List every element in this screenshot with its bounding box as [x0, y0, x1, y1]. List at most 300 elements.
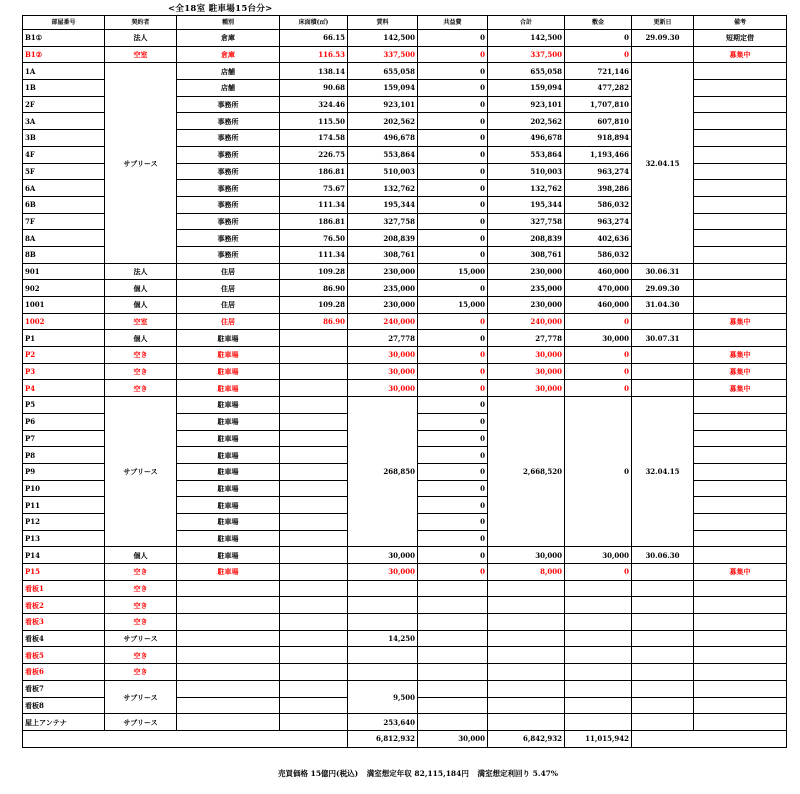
deposit-cell: 0	[565, 30, 632, 47]
room-cell: 1001	[23, 297, 105, 314]
total-deposit: 11,015,942	[565, 730, 632, 747]
remarks-cell	[694, 196, 787, 213]
deposit-cell: 0	[565, 46, 632, 63]
rent-cell: 337,500	[348, 46, 418, 63]
area-cell	[280, 497, 348, 514]
type-cell	[177, 630, 280, 647]
header-total: 合計	[488, 16, 565, 30]
remarks-cell	[694, 63, 787, 80]
deposit-cell	[565, 664, 632, 681]
parking-total-cell: 2,668,520	[488, 397, 565, 547]
room-cell: P13	[23, 530, 105, 547]
header-remarks: 備考	[694, 16, 787, 30]
total-cell: 308,761	[488, 246, 565, 263]
remarks-cell	[694, 614, 787, 631]
remarks-cell: 募集中	[694, 46, 787, 63]
deposit-cell: 918,894	[565, 130, 632, 147]
rent-cell: 30,000	[348, 380, 418, 397]
table-row	[23, 380, 787, 397]
type-cell: 事務所	[177, 196, 280, 213]
type-cell	[177, 697, 280, 714]
total-cell: 30,000	[488, 380, 565, 397]
rent-cell: 235,000	[348, 280, 418, 297]
renewal-cell	[632, 597, 694, 614]
renewal-cell: 30.06.30	[632, 547, 694, 564]
rent-cell: 655,058	[348, 63, 418, 80]
totals-row	[23, 730, 787, 747]
header-type: 種別	[177, 16, 280, 30]
fee-cell: 0	[418, 430, 488, 447]
type-cell: 倉庫	[177, 46, 280, 63]
room-cell: P15	[23, 564, 105, 581]
type-cell: 事務所	[177, 213, 280, 230]
contractor-cell: 空き	[105, 564, 177, 581]
room-cell: 902	[23, 280, 105, 297]
deposit-cell: 398,286	[565, 180, 632, 197]
type-cell: 事務所	[177, 130, 280, 147]
renewal-cell	[632, 580, 694, 597]
total-cell: 337,500	[488, 46, 565, 63]
total-common-fee: 30,000	[418, 730, 488, 747]
room-cell: 6B	[23, 196, 105, 213]
room-cell: P6	[23, 413, 105, 430]
total-cell: 30,000	[488, 547, 565, 564]
type-cell	[177, 647, 280, 664]
room-cell: P11	[23, 497, 105, 514]
total-cell: 142,500	[488, 30, 565, 47]
type-cell: 駐車場	[177, 564, 280, 581]
room-cell: 5F	[23, 163, 105, 180]
fee-cell: 0	[418, 547, 488, 564]
area-cell: 111.34	[280, 196, 348, 213]
total-cell: 230,000	[488, 297, 565, 314]
fee-cell: 0	[418, 463, 488, 480]
fee-cell: 0	[418, 480, 488, 497]
room-cell: P5	[23, 397, 105, 414]
total-cell: 553,864	[488, 146, 565, 163]
type-cell: 駐車場	[177, 413, 280, 430]
total-cell: 655,058	[488, 63, 565, 80]
type-cell: 住居	[177, 313, 280, 330]
type-cell: 駐車場	[177, 480, 280, 497]
remarks-cell	[694, 113, 787, 130]
deposit-cell: 0	[565, 313, 632, 330]
type-cell	[177, 614, 280, 631]
rent-cell: 253,640	[348, 714, 418, 731]
remarks-cell	[694, 530, 787, 547]
summary-footer	[278, 768, 564, 779]
renewal-cell	[632, 630, 694, 647]
rent-cell: 510,003	[348, 163, 418, 180]
contractor-cell: 個人	[105, 280, 177, 297]
header-common-fee: 共益費	[418, 16, 488, 30]
header-area: 床面積(㎡)	[280, 16, 348, 30]
table-row	[23, 680, 787, 697]
area-cell	[280, 680, 348, 697]
total-total: 6,842,932	[488, 730, 565, 747]
fee-cell: 0	[418, 30, 488, 47]
rent-cell: 30,000	[348, 363, 418, 380]
table-row	[23, 313, 787, 330]
type-cell: 駐車場	[177, 397, 280, 414]
type-cell: 事務所	[177, 246, 280, 263]
rent-roll-table	[22, 15, 787, 748]
parking-renewal-cell: 32.04.15	[632, 397, 694, 547]
type-cell: 駐車場	[177, 380, 280, 397]
rent-cell: 230,000	[348, 263, 418, 280]
type-cell: 駐車場	[177, 430, 280, 447]
yield: 満室想定利回り 5.47%	[477, 769, 559, 778]
rent-cell: 923,101	[348, 96, 418, 113]
type-cell	[177, 664, 280, 681]
area-cell: 111.34	[280, 246, 348, 263]
fee-cell	[418, 697, 488, 714]
room-cell: 901	[23, 263, 105, 280]
renewal-cell	[632, 714, 694, 731]
area-cell	[280, 597, 348, 614]
remarks-cell: 募集中	[694, 380, 787, 397]
room-cell: 3B	[23, 130, 105, 147]
area-cell	[280, 664, 348, 681]
contractor-cell: 空き	[105, 347, 177, 364]
fee-cell: 0	[418, 280, 488, 297]
sublease-contractor-cell: サブリース	[105, 63, 177, 263]
rent-cell: 30,000	[348, 564, 418, 581]
remarks-cell	[694, 146, 787, 163]
room-cell: B1①	[23, 30, 105, 47]
room-cell: 看板6	[23, 664, 105, 681]
remarks-cell	[694, 280, 787, 297]
deposit-cell: 460,000	[565, 297, 632, 314]
fee-cell: 0	[418, 363, 488, 380]
renewal-cell: 30.07.31	[632, 330, 694, 347]
total-cell: 202,562	[488, 113, 565, 130]
contractor-cell: 法人	[105, 263, 177, 280]
type-cell: 店舗	[177, 80, 280, 97]
remarks-cell	[694, 230, 787, 247]
table-row	[23, 630, 787, 647]
table-row	[23, 46, 787, 63]
contractor-cell: 空室	[105, 46, 177, 63]
fee-cell: 0	[418, 347, 488, 364]
area-cell: 109.28	[280, 263, 348, 280]
room-cell: 屋上アンテナ	[23, 714, 105, 731]
fee-cell: 0	[418, 146, 488, 163]
room-cell: P3	[23, 363, 105, 380]
table-row	[23, 547, 787, 564]
deposit-cell: 0	[565, 380, 632, 397]
rent-cell: 132,762	[348, 180, 418, 197]
deposit-cell: 1,707,810	[565, 96, 632, 113]
remarks-cell	[694, 664, 787, 681]
type-cell: 駐車場	[177, 530, 280, 547]
remarks-cell	[694, 96, 787, 113]
deposit-cell	[565, 597, 632, 614]
fee-cell: 0	[418, 497, 488, 514]
area-cell	[280, 397, 348, 414]
contractor-cell: 空室	[105, 313, 177, 330]
sale-price: 売買価格 15億円(税込)	[278, 769, 359, 778]
fee-cell: 0	[418, 380, 488, 397]
room-cell: P4	[23, 380, 105, 397]
table-row	[23, 564, 787, 581]
total-cell	[488, 680, 565, 697]
contractor-cell: サブリース	[105, 714, 177, 731]
type-cell: 事務所	[177, 146, 280, 163]
room-cell: 看板3	[23, 614, 105, 631]
remarks-cell	[694, 263, 787, 280]
fee-cell	[418, 630, 488, 647]
rent-cell	[348, 664, 418, 681]
room-cell: P7	[23, 430, 105, 447]
contractor-cell: 個人	[105, 297, 177, 314]
contractor-cell: 空き	[105, 647, 177, 664]
table-row	[23, 614, 787, 631]
contractor-cell: 空き	[105, 580, 177, 597]
type-cell: 駐車場	[177, 363, 280, 380]
rent-cell	[348, 580, 418, 597]
contractor-cell: 空き	[105, 664, 177, 681]
deposit-cell: 460,000	[565, 263, 632, 280]
remarks-cell	[694, 447, 787, 464]
room-cell: B1②	[23, 46, 105, 63]
type-cell: 駐車場	[177, 513, 280, 530]
total-cell: 923,101	[488, 96, 565, 113]
remarks-cell	[694, 413, 787, 430]
area-cell: 115.50	[280, 113, 348, 130]
deposit-cell: 477,282	[565, 80, 632, 97]
deposit-cell: 721,146	[565, 63, 632, 80]
rent-cell: 159,094	[348, 80, 418, 97]
renewal-cell	[632, 697, 694, 714]
fee-cell: 0	[418, 196, 488, 213]
fee-cell	[418, 664, 488, 681]
parking-rent-cell: 268,850	[348, 397, 418, 547]
remarks-cell	[694, 130, 787, 147]
area-cell	[280, 463, 348, 480]
area-cell	[280, 714, 348, 731]
fee-cell: 0	[418, 113, 488, 130]
contractor-cell: 個人	[105, 330, 177, 347]
parking-contractor-cell: サブリース	[105, 397, 177, 547]
deposit-cell: 0	[565, 347, 632, 364]
remarks-cell	[694, 480, 787, 497]
fee-cell: 0	[418, 80, 488, 97]
area-cell	[280, 330, 348, 347]
renewal-cell	[632, 664, 694, 681]
rent-cell: 240,000	[348, 313, 418, 330]
type-cell: 事務所	[177, 113, 280, 130]
total-cell: 27,778	[488, 330, 565, 347]
deposit-cell: 963,274	[565, 213, 632, 230]
table-row	[23, 597, 787, 614]
total-rent: 6,812,932	[348, 730, 418, 747]
remarks-cell	[694, 397, 787, 414]
fee-cell: 0	[418, 63, 488, 80]
room-cell: 看板4	[23, 630, 105, 647]
remarks-cell	[694, 647, 787, 664]
renewal-cell: 29.09.30	[632, 30, 694, 47]
renewal-cell: 30.06.31	[632, 263, 694, 280]
total-cell	[488, 630, 565, 647]
rent-cell: 30,000	[348, 347, 418, 364]
contractor-cell: 空き	[105, 597, 177, 614]
fee-cell: 0	[418, 530, 488, 547]
fee-cell: 0	[418, 413, 488, 430]
area-cell: 186.81	[280, 163, 348, 180]
rent-cell: 208,839	[348, 230, 418, 247]
area-cell	[280, 480, 348, 497]
contractor-cell: 空き	[105, 363, 177, 380]
deposit-cell: 470,000	[565, 280, 632, 297]
table-caption: <全18室 駐車場15台分>	[168, 4, 273, 14]
remarks-cell	[694, 513, 787, 530]
area-cell: 186.81	[280, 213, 348, 230]
fee-cell: 0	[418, 397, 488, 414]
total-cell: 327,758	[488, 213, 565, 230]
contractor-cell: 空き	[105, 380, 177, 397]
room-cell: 8B	[23, 246, 105, 263]
contractor-cell: 空き	[105, 614, 177, 631]
deposit-cell: 30,000	[565, 547, 632, 564]
deposit-cell	[565, 580, 632, 597]
table-row	[23, 580, 787, 597]
deposit-cell: 607,810	[565, 113, 632, 130]
signs-contractor-cell: サブリース	[105, 680, 177, 713]
header-deposit: 敷金	[565, 16, 632, 30]
remarks-cell: 募集中	[694, 363, 787, 380]
room-cell: P10	[23, 480, 105, 497]
totals-label-cell	[23, 730, 348, 747]
room-cell: P9	[23, 463, 105, 480]
type-cell: 事務所	[177, 163, 280, 180]
renewal-cell: 29.09.30	[632, 280, 694, 297]
contractor-cell: サブリース	[105, 630, 177, 647]
deposit-cell	[565, 614, 632, 631]
type-cell: 駐車場	[177, 497, 280, 514]
table-row	[23, 63, 787, 80]
deposit-cell: 1,193,466	[565, 146, 632, 163]
deposit-cell: 0	[565, 363, 632, 380]
remarks-cell	[694, 680, 787, 697]
remarks-cell: 募集中	[694, 313, 787, 330]
table-row	[23, 30, 787, 47]
type-cell: 駐車場	[177, 463, 280, 480]
type-cell: 住居	[177, 280, 280, 297]
type-cell: 事務所	[177, 180, 280, 197]
renewal-cell	[632, 363, 694, 380]
sublease-renewal-cell: 32.04.15	[632, 63, 694, 263]
table-row	[23, 363, 787, 380]
table-row	[23, 714, 787, 731]
deposit-cell: 0	[565, 564, 632, 581]
type-cell: 駐車場	[177, 330, 280, 347]
renewal-cell	[632, 647, 694, 664]
total-cell: 132,762	[488, 180, 565, 197]
type-cell: 駐車場	[177, 347, 280, 364]
room-cell: 1A	[23, 63, 105, 80]
remarks-cell	[694, 80, 787, 97]
rent-cell: 553,864	[348, 146, 418, 163]
room-cell: 3A	[23, 113, 105, 130]
remarks-cell	[694, 597, 787, 614]
fee-cell	[418, 680, 488, 697]
total-cell	[488, 597, 565, 614]
area-cell	[280, 530, 348, 547]
deposit-cell	[565, 680, 632, 697]
header-row	[23, 16, 787, 30]
rent-cell	[348, 614, 418, 631]
room-cell: P8	[23, 447, 105, 464]
rent-cell: 327,758	[348, 213, 418, 230]
room-cell: 看板1	[23, 580, 105, 597]
total-cell	[488, 714, 565, 731]
table-row	[23, 297, 787, 314]
remarks-cell	[694, 213, 787, 230]
total-cell: 30,000	[488, 347, 565, 364]
room-cell: 2F	[23, 96, 105, 113]
table-row	[23, 263, 787, 280]
area-cell: 66.15	[280, 30, 348, 47]
room-cell: 看板5	[23, 647, 105, 664]
deposit-cell	[565, 647, 632, 664]
rent-cell: 202,562	[348, 113, 418, 130]
type-cell	[177, 714, 280, 731]
annual-income: 満室想定年収 82,115,184円	[366, 769, 469, 778]
total-cell: 159,094	[488, 80, 565, 97]
area-cell: 116.53	[280, 46, 348, 63]
fee-cell: 0	[418, 447, 488, 464]
rent-cell: 496,678	[348, 130, 418, 147]
type-cell	[177, 580, 280, 597]
fee-cell: 15,000	[418, 297, 488, 314]
total-cell	[488, 697, 565, 714]
total-cell: 30,000	[488, 363, 565, 380]
remarks-cell	[694, 180, 787, 197]
area-cell: 86.90	[280, 313, 348, 330]
type-cell	[177, 680, 280, 697]
table-row	[23, 647, 787, 664]
total-cell: 195,344	[488, 196, 565, 213]
remarks-cell: 募集中	[694, 347, 787, 364]
rent-cell	[348, 647, 418, 664]
deposit-cell: 586,032	[565, 246, 632, 263]
remarks-cell	[694, 497, 787, 514]
type-cell: 事務所	[177, 230, 280, 247]
remarks-cell	[694, 697, 787, 714]
parking-deposit-cell: 0	[565, 397, 632, 547]
renewal-cell	[632, 614, 694, 631]
fee-cell: 0	[418, 513, 488, 530]
area-cell	[280, 697, 348, 714]
fee-cell: 0	[418, 330, 488, 347]
deposit-cell: 30,000	[565, 330, 632, 347]
type-cell: 駐車場	[177, 447, 280, 464]
area-cell: 174.58	[280, 130, 348, 147]
area-cell: 76.50	[280, 230, 348, 247]
renewal-cell	[632, 680, 694, 697]
room-cell: 7F	[23, 213, 105, 230]
fee-cell	[418, 714, 488, 731]
renewal-cell	[632, 564, 694, 581]
total-cell: 496,678	[488, 130, 565, 147]
rent-cell: 142,500	[348, 30, 418, 47]
rent-cell: 14,250	[348, 630, 418, 647]
area-cell	[280, 413, 348, 430]
fee-cell: 0	[418, 246, 488, 263]
fee-cell: 0	[418, 96, 488, 113]
area-cell	[280, 614, 348, 631]
